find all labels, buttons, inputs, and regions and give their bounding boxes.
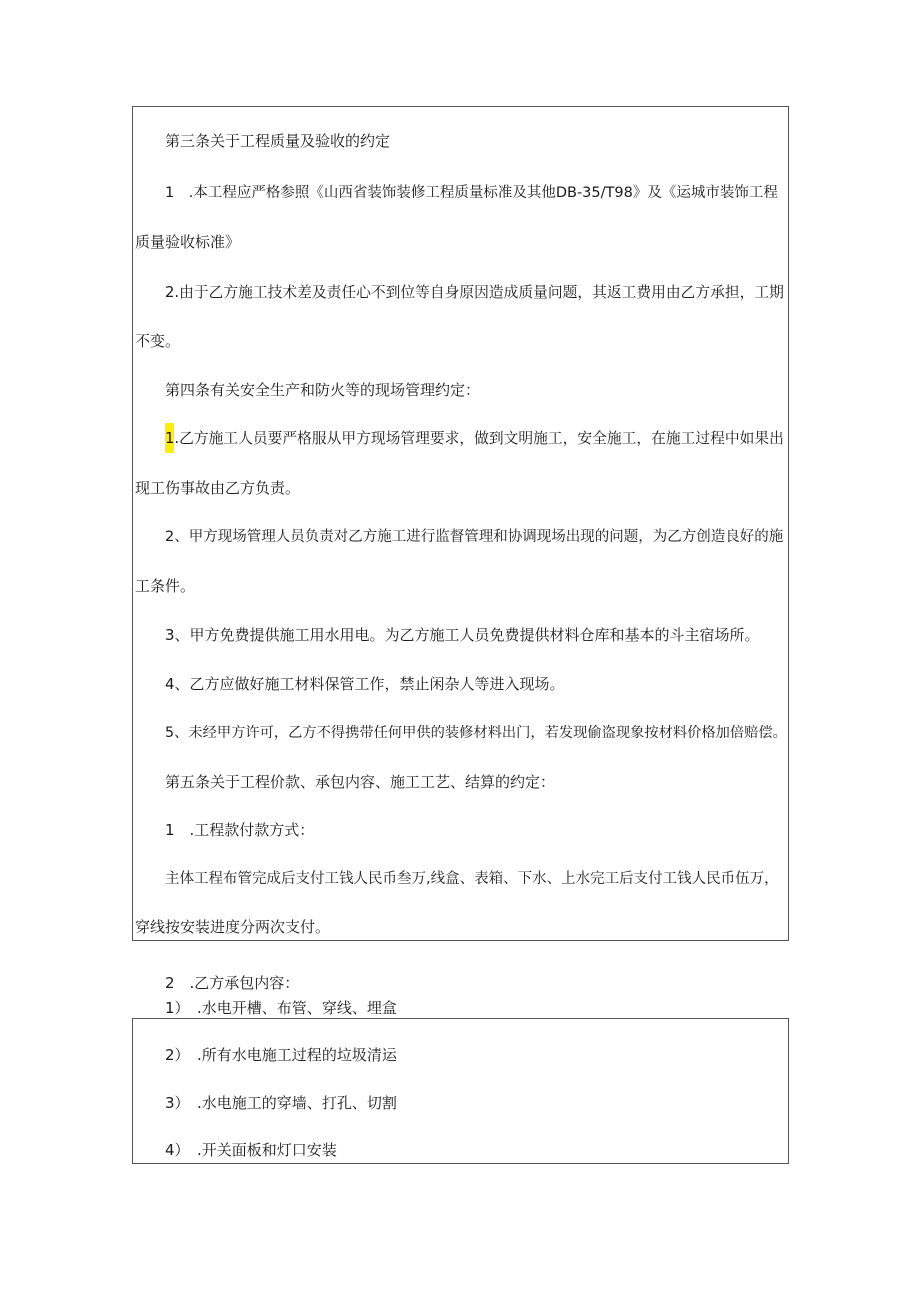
article-5-item-2: 2 .乙方承包内容： bbox=[165, 974, 300, 992]
payment-terms-line-2: 穿线按安装进度分两次支付。 bbox=[135, 918, 331, 936]
article-4-item-3: 3、甲方免费提供施工用水用电。为乙方施工人员免费提供材料仓库和基本的斗主宿场所。 bbox=[165, 626, 760, 644]
article-3-item-1-line-2: 质量验收标准》 bbox=[135, 233, 241, 251]
article-4-heading: 第四条有关安全生产和防火等的现场管理约定： bbox=[165, 381, 481, 399]
article-4-item-1-line-1 bbox=[165, 429, 784, 449]
scope-item-3: 3） .水电施工的穿墙、打孔、切割 bbox=[165, 1094, 397, 1112]
article-4-item-2-line-2: 工条件。 bbox=[135, 577, 196, 595]
article-3-item-2-line-2: 不变。 bbox=[135, 332, 181, 350]
article-3-item-1-line-1: 1 .本工程应严格参照《山西省装饰装修工程质量标准及其他DB-35/T98》及《运城市装饰工程 bbox=[165, 185, 778, 201]
payment-terms-line-1: 主体工程布管完成后支付工钱人民币叁万,线盒、表箱、下水、上水完工后支付工钱人民币伍万， bbox=[165, 871, 779, 887]
scope-item-2: 2） .所有水电施工过程的垃圾清运 bbox=[165, 1046, 397, 1064]
scope-item-1: 1） .水电开槽、布管、穿线、埋盒 bbox=[165, 999, 397, 1017]
article-4-item-4: 4、乙方应做好施工材料保管工作，禁止闲杂人等进入现场。 bbox=[165, 675, 565, 693]
article-4-item-2-line-1: 2、甲方现场管理人员负责对乙方施工进行监督管理和协调现场出现的问题，为乙方创造良好的施 bbox=[165, 529, 784, 545]
article-4-item-1-text: .乙方施工人员要严格服从甲方现场管理要求，做到文明施工，安全施工，在施工过程中如果出 bbox=[174, 430, 784, 447]
article-4-item-5: 5、未经甲方许可，乙方不得携带任何甲供的装修材料出门，若发现偷盗现象按材料价格加倍赔偿。 bbox=[165, 725, 787, 741]
scope-item-4: 4） .开关面板和灯口安装 bbox=[165, 1141, 337, 1159]
article-5-heading: 第五条关于工程价款、承包内容、施工工艺、结算的约定： bbox=[165, 773, 556, 791]
article-4-item-1-line-2: 现工伤事故由乙方负责。 bbox=[135, 479, 301, 497]
article-3-heading: 第三条关于工程质量及验收的约定 bbox=[165, 132, 391, 150]
article-5-item-1: 1 .工程款付款方式： bbox=[165, 821, 315, 839]
article-3-item-2-line-1: 2.由于乙方施工技术差及责任心不到位等自身原因造成质量问题，其返工费用由乙方承担，工期 bbox=[165, 284, 784, 301]
highlighted-item-number: 1 bbox=[165, 423, 174, 453]
